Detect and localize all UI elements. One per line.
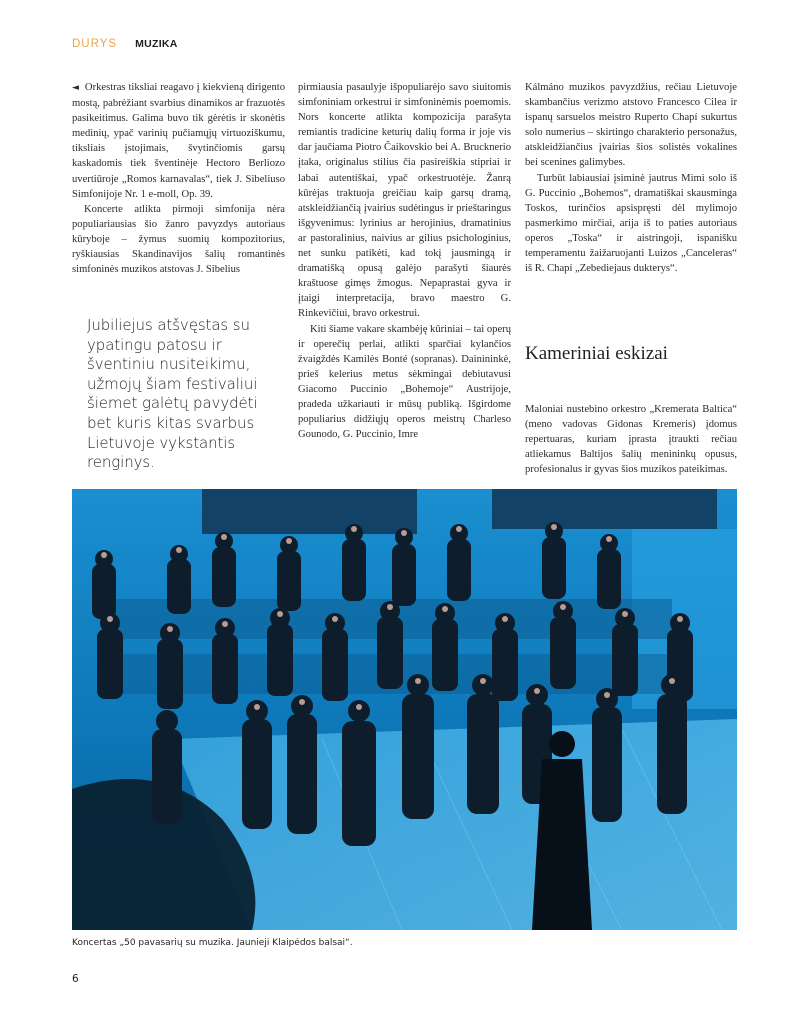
paragraph: Koncerte atlikta pirmoji simfonija nėra populiariausias šio žanro pavyzdys autoriaus kūryboje – žymus suomių kompozitorius, ryškiausias Skandinavijos šalių romantinės simfoninės muzikos atstovas J. Sibelius bbox=[72, 203, 285, 276]
section-title: MUZIKA bbox=[135, 38, 178, 50]
text-column-1 bbox=[72, 80, 285, 277]
choir-on-stage-image bbox=[72, 489, 737, 930]
text-column-2 bbox=[298, 80, 511, 442]
paragraph: Maloniai nustebino orkestro „Kremerata Baltica“ (meno vadovas Gidonas Kremeris) įdomus repertuaras, kuriam įprasta įtraukti rečiau atliekamus Baltijos šalių menininkų opusus, profesionalus ir gyvas šios muzikos pateikimas. bbox=[525, 404, 737, 476]
page-number: 6 bbox=[72, 973, 79, 985]
text-column-3 bbox=[525, 80, 737, 276]
paragraph: Kiti šiame vakare skambėję kūriniai – tai operų ir operečių perlai, atlikti sparčiai kylančios žvaigždės Kamilės Bonté (sopranas). Dainininkė, prieš kelerius metus sėkmingai debiutavusi Giacomo Puccinio „Bohemoje“ Austrijoje, pradeda užkariauti ir mūsų publiką. Išgirdome populiarius didžiųjų operos meistrų Charleso Gounodo, G. Puccinio, Imre bbox=[298, 323, 511, 441]
paragraph: pirmiausia pasaulyje išpopuliarėjo savo siuitomis simfoniniam orkestrui ir simfoninėmis poemomis. Nors koncerte atlikta kompozicija parašyta remiantis tradicine keturių dalių forma ir joje vis dar jaučiama Piotro Čaikovskio bei A. Brucknerio įtaka, originalus stilius čia pasireiškia stipriai ir labai autentiškai, ypač orkestruotėje. Žanrą kūrėjas traktuoja greičiau kaip garsų dramą, atskleidžiančią įvairius sudėtingus ir prieštaringus išgyvenimus: lyrinius ar herojinius, dramatinius ar pastoralinius, naivius ar gilius psichologinius, net sunku patikėti, kad tokį jausmingą ir dramatišką opusą galėjo parašyti šiaurės kraštuose gimęs žmogus. Nepaprastai gyva ir įtaigi interpretacija, bravo maestro G. Rinkevičiui, bravo orkestrui. bbox=[298, 82, 511, 320]
continued-arrow-icon: ◄ bbox=[72, 83, 79, 93]
paragraph: Turbūt labiausiai įsiminė jautrus Mimi solo iš G. Puccinio „Bohemos“, dramatiškai skausminga Toskos, turinčios apsispręsti dėl mylimojo pasmerkimo mirčiai, arija iš to paties autoriaus operos „Toska“ ir aistringoji, ispanišku temperamentu žaižaruojanti Luizos „Canceleras“ iš R. Chapí „Zebediejaus dukterys“. bbox=[525, 172, 737, 275]
text-column-3-continued bbox=[525, 402, 737, 477]
paragraph-text: Orkestras tiksliai reagavo į kiekvieną dirigento mostą, pabrėžiant svarbius dinamikos ar frazuotės pasikeitimus. Galima buvo tik gėrėtis ir skonėtis medinių, ypač varinių pučiamųjų virtuoziškumu, tiksliais įstojimais, švytinčiomis garsų kaskadomis tiek šventinėje Hectoro Berliozo uvertiūroje „Romos karnavalas“, tiek J. Sibeliuso Simfonijoje Nr. 1 e-moll, Op. 39. bbox=[72, 82, 285, 200]
pull-quote: Jubiliejus atšvęstas su ypatingu patosu ir šventiniu nusiteikimu, užmojų šiam festivaliui šiemet galėtų pavydėti bet kuris kitas svarbus Lietuvoje vykstantis renginys. bbox=[87, 316, 258, 472]
photo-caption: Koncertas „50 pavasarių su muzika. Jaunieji Klaipėdos balsai“. bbox=[72, 938, 353, 948]
paragraph: Kálmáno muzikos pavyzdžius, rečiau Lietuvoje skambančius verizmo atstovo Francesco Cilea ir ispanų sarsuelos meistro Ruperto Chapí sukurtus solo numerius – skirtingo charakterio personažus, atskleidžiančius įvairias šios solistės vokalines bei scenines galimybes. bbox=[525, 82, 737, 169]
concert-photo bbox=[72, 489, 737, 930]
running-header bbox=[72, 38, 178, 54]
magazine-brand: DURYS bbox=[72, 38, 118, 50]
paragraph bbox=[72, 80, 285, 202]
section-subheading: Kameriniai eskizai bbox=[525, 343, 668, 364]
